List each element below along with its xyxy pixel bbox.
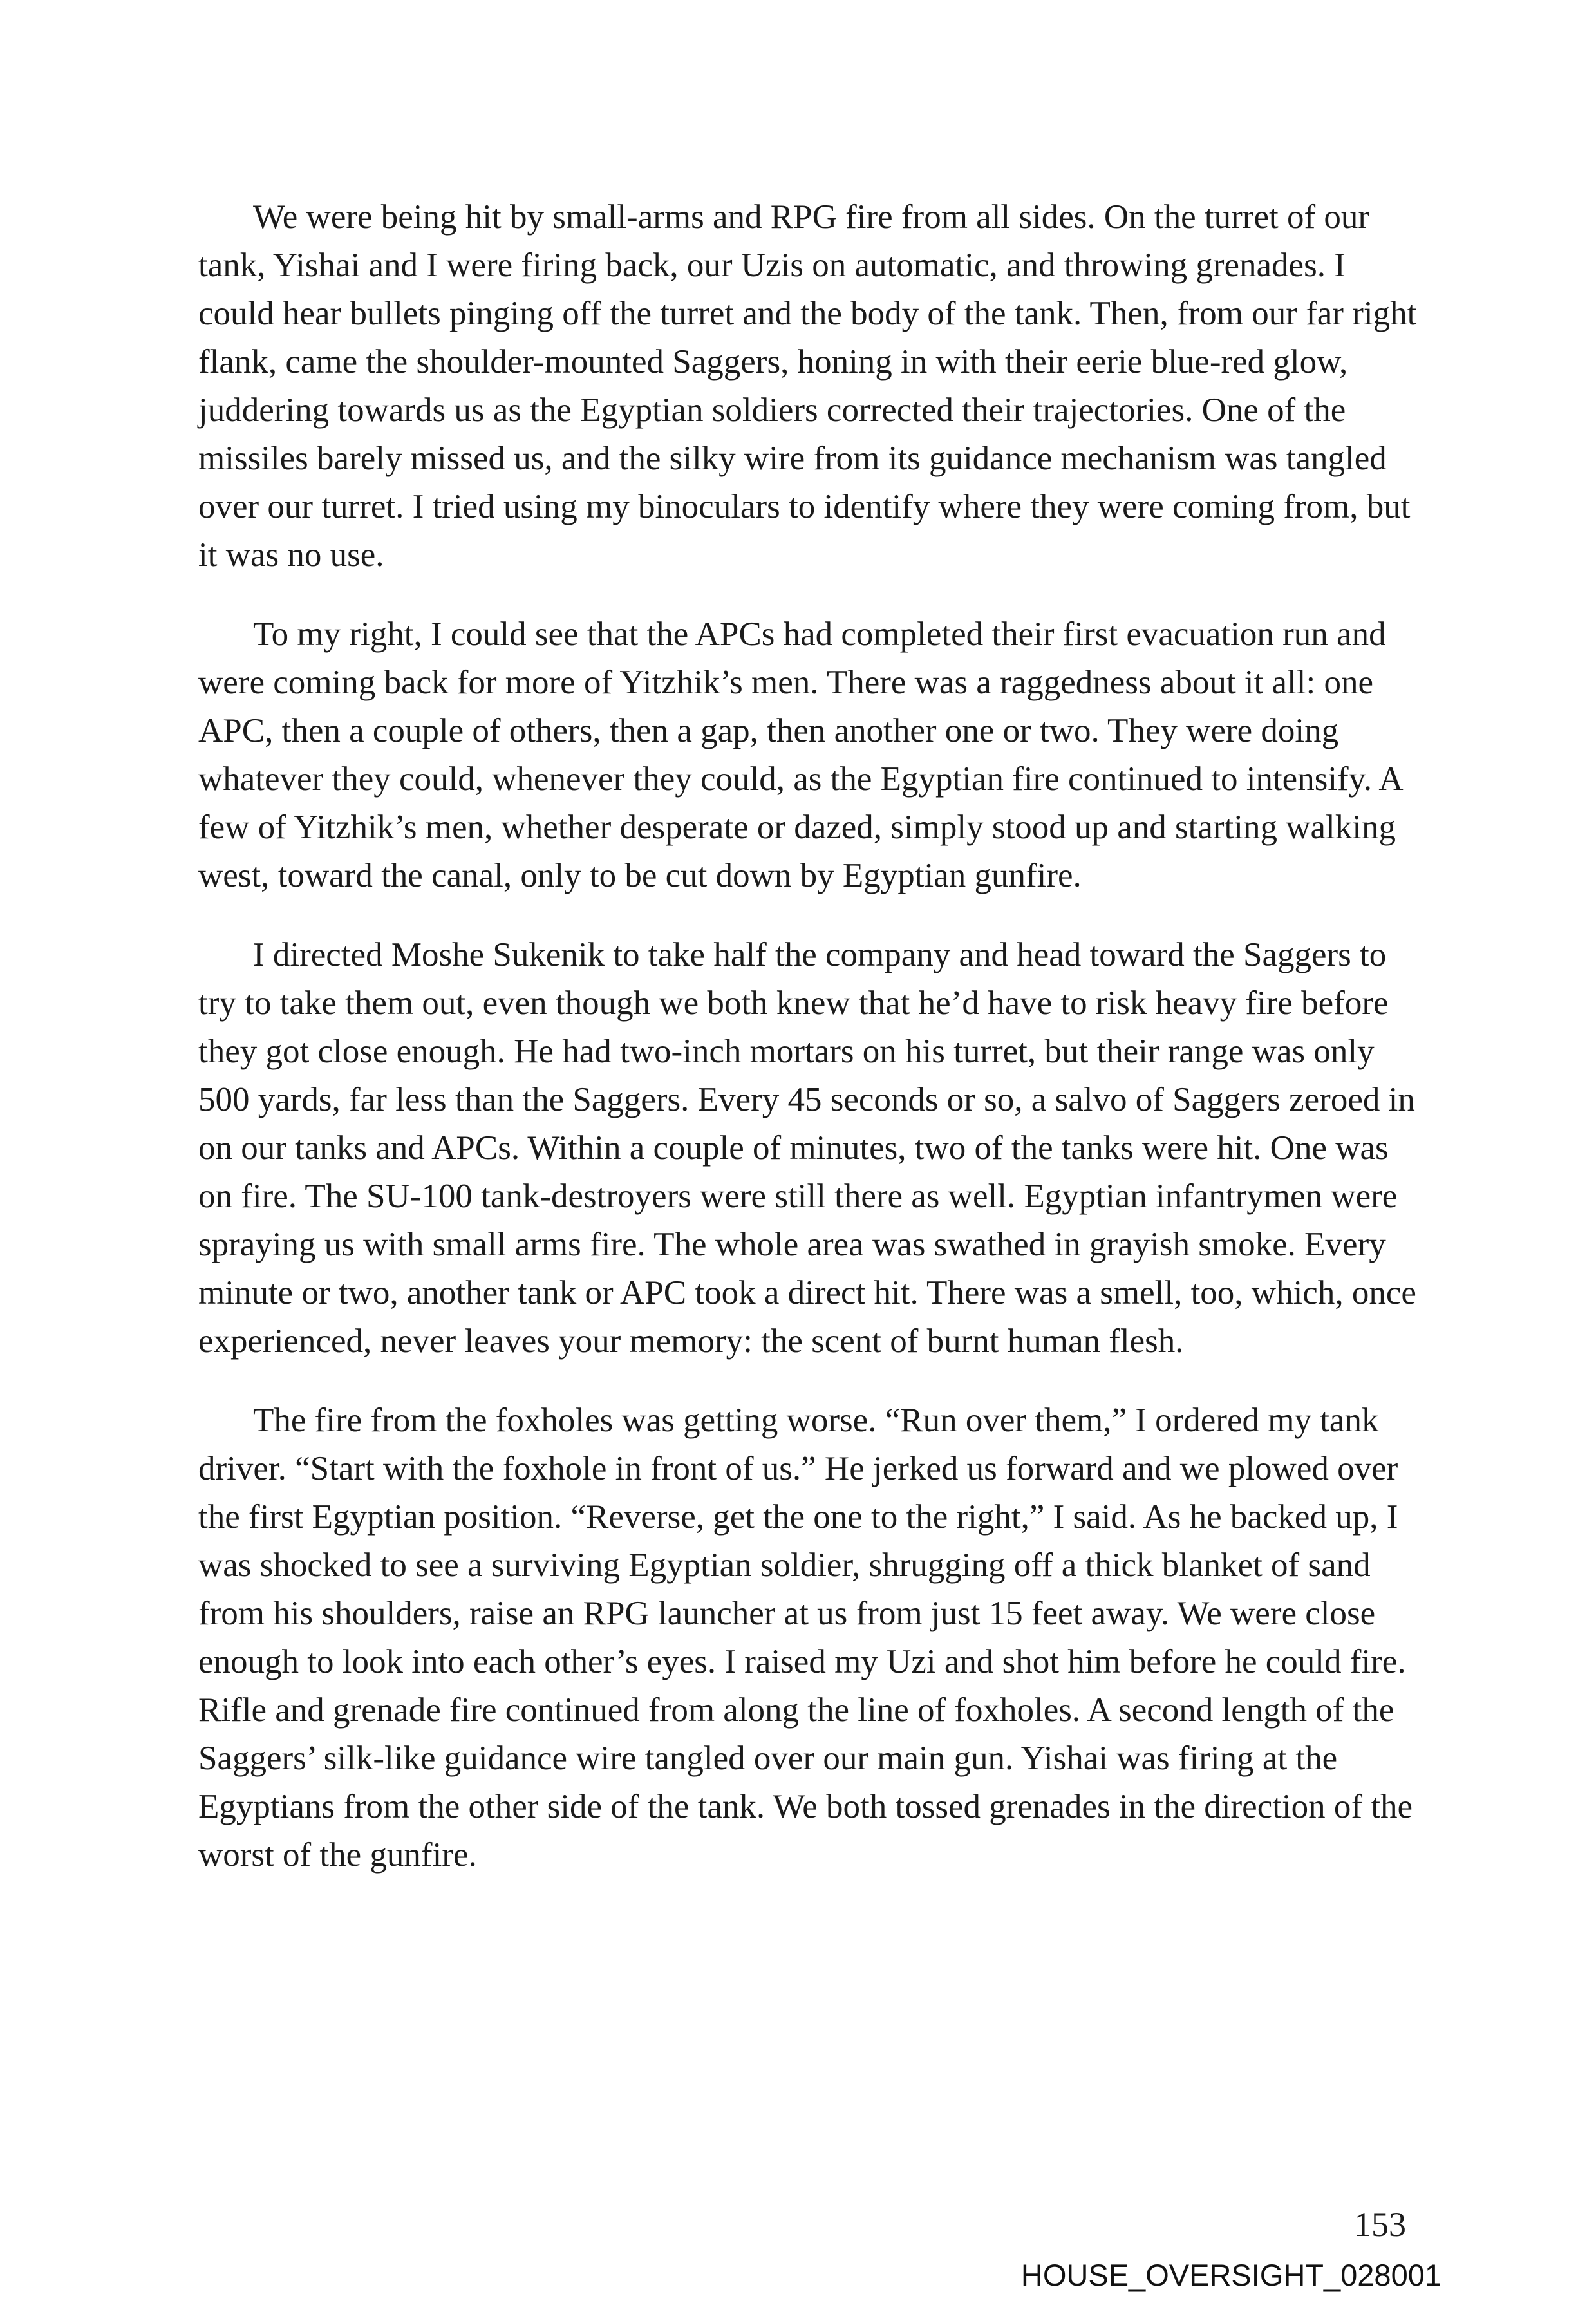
paragraph: To my right, I could see that the APCs had completed their first evacuation run and were coming back for more of Yitzhik’s men. There was a raggedness about it all: one APC, then a couple of others, then a gap, then another one or two. They were doing whatever they could, whenever they could, as the Egyptian fire continued to intensify. A few of Yitzhik’s men, whether desperate or dazed, simply stood up and starting walking west, toward the canal, only to be cut down by Egyptian gunfire. — [198, 616, 1402, 894]
paragraph: The fire from the foxholes was getting worse. “Run over them,” I ordered my tank driver. “Start with the foxhole in front of us.” He jerked us forward and we plowed over the first Egyptian position. “Reverse, get the one to the right,” I said. As he backed up, I was shocked to see a surviving Egyptian soldier, shrugging off a thick blanket of sand from his shoulders, raise an RPG launcher at us from just 15 feet away. We were close enough to look into each other’s eyes. I raised my Uzi and shot him before he could fire. Rifle and grenade fire continued from along the line of foxholes. A second length of the Saggers’ silk-like guidance wire tangled over our main gun. Yishai was firing at the Egyptians from the other side of the tank. We both tossed grenades in the direction of the worst of the gunfire. — [198, 1402, 1413, 1874]
document-body — [198, 193, 1425, 1910]
footer-stamp: HOUSE_OVERSIGHT_028001 — [1020, 2258, 1441, 2292]
paragraph: We were being hit by small-arms and RPG fire from all sides. On the turret of our tank, Yishai and I were firing back, our Uzis on automatic, and throwing grenades. I could hear bullets pinging off the turret and the body of the tank. Then, from our far right flank, came the shoulder-mounted Saggers, honing in with their eerie blue-red glow, juddering towards us as the Egyptian soldiers corrected their trajectories. One of the missiles barely missed us, and the silky wire from its guidance mechanism was tangled over our turret. I tried using my binoculars to identify where they were coming from, but it was no use. — [198, 198, 1417, 574]
paragraph: I directed Moshe Sukenik to take half the company and head toward the Saggers to try to take them out, even though we both knew that he’d have to risk heavy fire before they got close enough. He had two-inch mortars on his turret, but their range was only 500 yards, far less than the Saggers. Every 45 seconds or so, a salvo of Saggers zeroed in on our tanks and APCs. Within a couple of minutes, two of the tanks were hit. One was on fire. The SU-100 tank-destroyers were still there as well. Egyptian infantrymen were spraying us with small arms fire. The whole area was swathed in grayish smoke. Every minute or two, another tank or APC took a direct hit. There was a smell, too, which, once experienced, never leaves your memory: the scent of burnt human flesh. — [198, 936, 1416, 1360]
page-number: 153 — [1354, 2205, 1406, 2244]
